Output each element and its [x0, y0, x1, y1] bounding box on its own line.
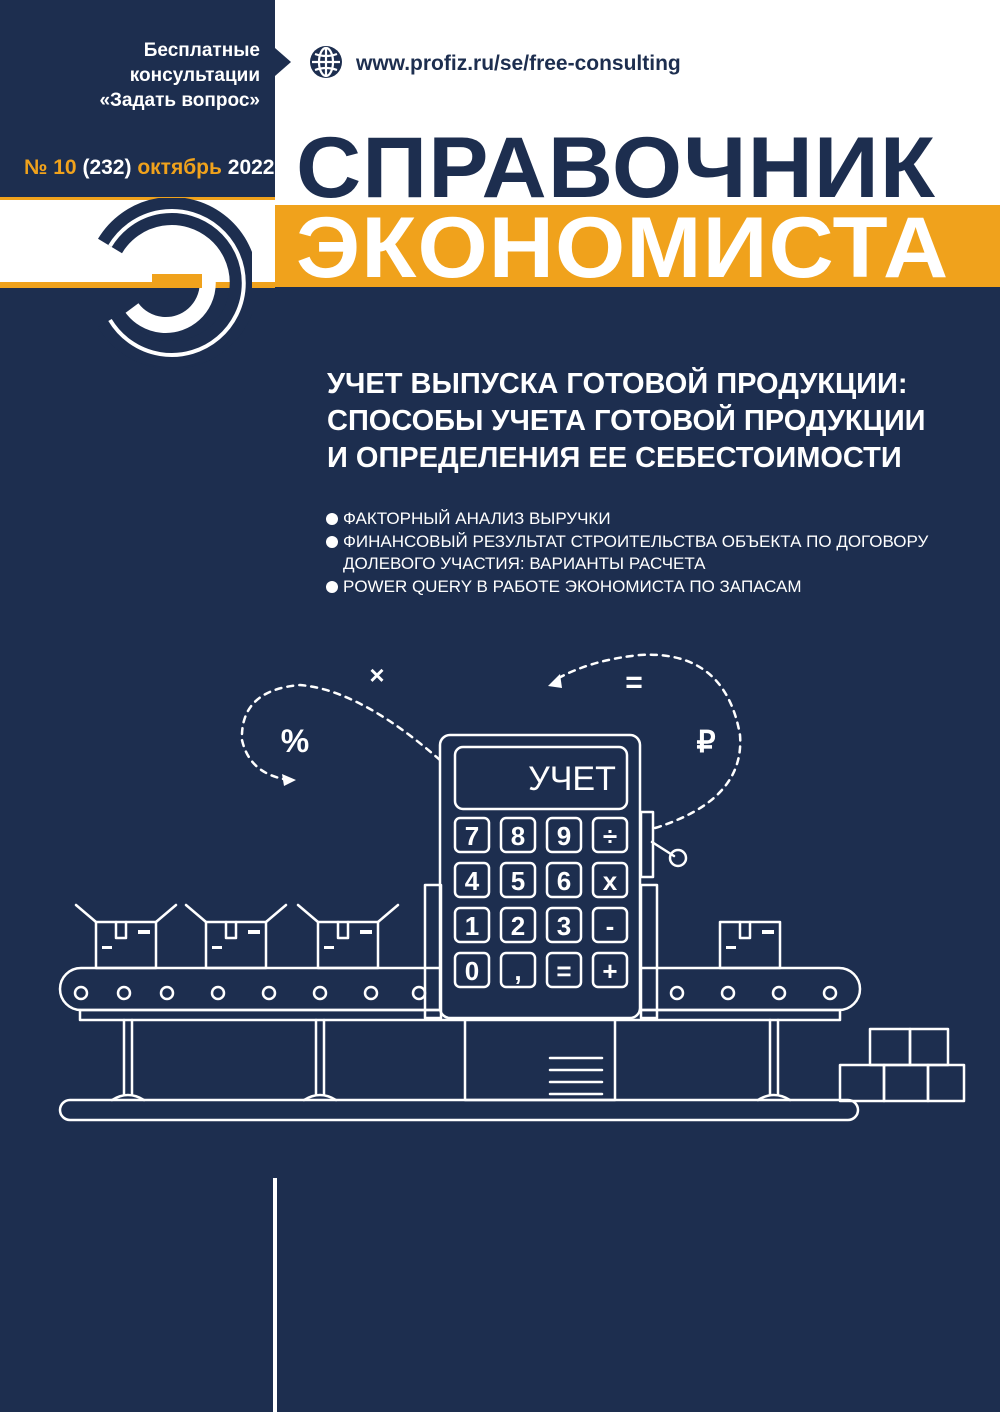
- package-box: [298, 905, 398, 968]
- topic-item: POWER QUERY В РАБОТЕ ЭКОНОМИСТА ПО ЗАПАСАМ: [325, 576, 985, 599]
- topic-item: ФАКТОРНЫЙ АНАЛИЗ ВЫРУЧКИ: [325, 508, 985, 531]
- headline-line-2: СПОСОБЫ УЧЕТА ГОТОВОЙ ПРОДУКЦИИ: [327, 405, 926, 437]
- calculator-key: 9: [556, 821, 572, 851]
- percent-symbol: %: [280, 723, 310, 759]
- pointer-arrow: [275, 48, 291, 76]
- calculator-key: 6: [556, 866, 572, 896]
- calculator-key: 4: [464, 866, 480, 896]
- bottom-divider-line: [273, 1178, 277, 1412]
- package-box: [186, 905, 286, 968]
- issue-number: № 10: [24, 156, 77, 179]
- issue-total: (232): [82, 156, 132, 179]
- magazine-title-line-1: СПРАВОЧНИК: [296, 120, 937, 216]
- consulting-url[interactable]: www.profiz.ru/se/free-consulting: [356, 52, 681, 75]
- issue-year: 2022: [227, 156, 275, 179]
- dashed-arrow-left: [242, 685, 440, 780]
- consult-line-2: «Задать вопрос»: [99, 90, 260, 111]
- issue-month: октябрь: [137, 156, 222, 179]
- magazine-logo-icon: [92, 198, 252, 368]
- calculator-key: =: [556, 956, 572, 986]
- calculator-key: 2: [510, 911, 526, 941]
- conveyor-calculator-illustration: [0, 630, 1000, 1130]
- calculator-key: ,: [514, 956, 522, 986]
- calculator-display-text: УЧЕТ: [528, 760, 616, 798]
- ruble-icon: ₽: [696, 726, 716, 759]
- package-box: [76, 905, 176, 968]
- calculator-key: 5: [510, 866, 526, 896]
- cover-story-headline: [327, 366, 967, 477]
- headline-line-1: УЧЕТ ВЫПУСКА ГОТОВОЙ ПРОДУКЦИИ:: [327, 368, 908, 400]
- calculator-key: x: [602, 866, 618, 896]
- calculator-key: 3: [556, 911, 572, 941]
- multiply-symbol: ×: [369, 660, 385, 690]
- calculator-key: 7: [464, 821, 480, 851]
- magazine-title-line-2: ЭКОНОМИСТА: [296, 200, 950, 296]
- consult-line-1: Бесплатные консультации: [129, 40, 260, 86]
- calculator-key: +: [602, 956, 618, 986]
- calculator-key: 8: [510, 821, 526, 851]
- stacked-boxes: [840, 1029, 964, 1101]
- topics-list: [325, 508, 985, 598]
- equals-symbol: =: [625, 666, 643, 699]
- free-consulting-text: [10, 38, 260, 113]
- calculator-key: -: [605, 911, 615, 941]
- consulting-link[interactable]: [308, 44, 681, 84]
- globe-icon: [308, 44, 344, 85]
- calculator-key: ÷: [602, 821, 618, 851]
- calculator-key: 1: [464, 911, 480, 941]
- calculator-key: 0: [464, 956, 480, 986]
- issue-info: [24, 156, 274, 180]
- topic-item: ФИНАНСОВЫЙ РЕЗУЛЬТАТ СТРОИТЕЛЬСТВА ОБЪЕКТА ПО ДОГОВОРУ ДОЛЕВОГО УЧАСТИЯ: ВАРИАНТЫ РАСЧЕТА: [325, 531, 985, 576]
- headline-line-3: И ОПРЕДЕЛЕНИЯ ЕЕ СЕБЕСТОИМОСТИ: [327, 442, 902, 474]
- conveyor-base: [60, 1100, 858, 1120]
- package-box: [720, 922, 780, 968]
